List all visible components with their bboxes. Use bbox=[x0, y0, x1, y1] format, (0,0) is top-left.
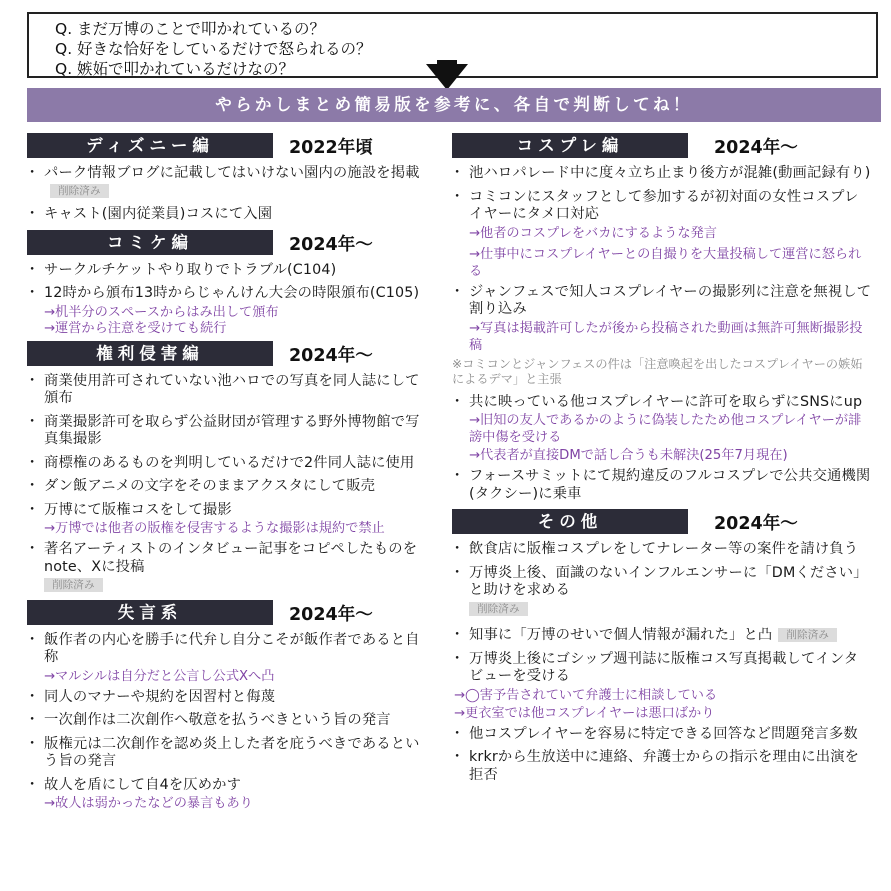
comike-list bbox=[27, 262, 427, 303]
list-item: ・ 万博炎上後にゴシップ週刊誌に版権コス写真掲載してインタビューを受ける bbox=[452, 651, 872, 686]
section-header-other bbox=[452, 509, 872, 537]
list-item: ・ 飯作者の内心を勝手に代弁し自分こそが飯作者であると自称 bbox=[27, 632, 427, 667]
list-item: ・ キャスト(園内従業員)コスにて入園 bbox=[27, 206, 427, 224]
deleted-badge: 削除済み bbox=[778, 628, 837, 642]
list-item: ・ 他コスプレイヤーを容易に特定できる回答など問題発言多数 bbox=[452, 726, 872, 744]
section-header-rights bbox=[27, 341, 427, 369]
question-line: Q. 好きな恰好をしているだけで怒られるの？ bbox=[55, 40, 372, 58]
list-item: ・ フォースサミットにて規約違反のフルコスプレで公共交通機関(タクシー)に乗車 bbox=[452, 468, 872, 503]
section-year: 2024年〜 bbox=[289, 604, 373, 625]
list-item: ・ 12時から頒布13時からじゃんけん大会の時限頒布(C105) bbox=[27, 285, 427, 303]
list-item: ・ 共に映っている他コスプレイヤーに許可を取らずにSNSにup bbox=[452, 394, 872, 412]
list-item: ・ サークルチケットやり取りでトラブル(C104) bbox=[27, 262, 427, 280]
gaffe-list bbox=[27, 632, 427, 667]
footnote: ※コミコンとジャンフェスの件は「注意喚起を出したコスプレイヤーの嫉妬によるデマ」と主張 bbox=[452, 356, 863, 386]
banner: やらかしまとめ簡易版を参考に、各自で判断してね！ bbox=[27, 88, 881, 122]
sub-note: →更衣室では他コスプレイヤーは悪口ばかり bbox=[454, 705, 715, 721]
section-label: ディズニー編 bbox=[27, 133, 273, 158]
list-item: ・ ジャンフェスで知人コスプレイヤーの撮影列に注意を無視して割り込み bbox=[452, 284, 872, 319]
section-header-gaffe bbox=[27, 600, 427, 628]
list-item: ・ コミコンにスタッフとして参加するが初対面の女性コスプレイヤーにタメ口対応 bbox=[452, 189, 872, 224]
sub-note: →旧知の友人であるかのように偽装したため他コスプレイヤーが誹謗中傷を受ける bbox=[469, 413, 862, 445]
disney-list bbox=[27, 165, 427, 224]
sub-note: →運営から注意を受けても続行 bbox=[44, 320, 227, 336]
sub-note: →代表者が直接DMで話し合うも未解決(25年7月現在) bbox=[469, 448, 788, 463]
section-label: 権利侵害編 bbox=[27, 341, 273, 366]
section-label: 失言系 bbox=[27, 600, 273, 625]
list-item: ・ krkrから生放送中に連絡、弁護士からの指示を理由に出演を拒否 bbox=[452, 749, 872, 784]
section-year: 2024年〜 bbox=[289, 345, 373, 366]
section-year: 2024年〜 bbox=[714, 514, 798, 534]
list-item: ・ 一次創作は二次創作へ敬意を払うべきという旨の発言 bbox=[27, 712, 427, 730]
list-item: ・ 商標権のあるものを判明しているだけで2件同人誌に使用 bbox=[27, 455, 427, 473]
list-item: ・ 飲食店に版権コスプレをしてナレーター等の案件を請け負う bbox=[452, 541, 872, 559]
section-year: 2024年〜 bbox=[714, 138, 798, 158]
section-header-comike bbox=[27, 230, 427, 258]
list-item: ・ 商業使用許可されていない池ハロでの写真を同人誌にして頒布 bbox=[27, 373, 427, 408]
question-line: Q. まだ万博のことで叩かれているの？ bbox=[55, 20, 326, 38]
rights-list bbox=[27, 373, 427, 520]
sub-note: →マルシルは自分だと公言し公式Xへ凸 bbox=[44, 668, 275, 684]
down-arrow-icon bbox=[426, 64, 468, 90]
right-column bbox=[452, 133, 872, 790]
sub-note: →故人は弱かったなどの暴言もあり bbox=[44, 796, 253, 811]
sub-note: →万博では他者の版権を侵害するような撮影は規約で禁止 bbox=[44, 521, 385, 536]
sub-note: →◯害予告されていて弁護士に相談している bbox=[454, 687, 718, 703]
list-item: ・ 万博炎上後、面識のないインフルエンサーに「DMください」と助けを求める 削除済み bbox=[452, 565, 872, 618]
list-item: ・ 商業撮影許可を取らず公益財団が管理する野外博物館で写真集撮影 bbox=[27, 414, 427, 449]
sub-note: →他者のコスプレをバカにするような発言 bbox=[469, 225, 717, 241]
sub-note: →仕事中にコスプレイヤーとの自撮りを大量投稿して運営に怒られる bbox=[469, 246, 862, 279]
question-line: Q. 嫉妬で叩かれているだけなの？ bbox=[55, 60, 295, 78]
section-label: その他 bbox=[452, 509, 688, 534]
list-item: ・ ダン飯アニメの文字をそのままアクスタにして販売 bbox=[27, 478, 427, 496]
cosplay-list bbox=[452, 165, 872, 224]
sub-note: →写真は掲載許可したが後から投稿された動画は無許可無断撮影投稿 bbox=[469, 320, 863, 353]
deleted-badge: 削除済み bbox=[44, 578, 103, 592]
section-year: 2022年頃 bbox=[289, 138, 373, 158]
section-header-cosplay bbox=[452, 133, 872, 161]
section-year: 2024年〜 bbox=[289, 234, 373, 255]
section-header-disney bbox=[27, 133, 427, 161]
deleted-badge: 削除済み bbox=[50, 184, 109, 198]
list-item: ・ 著名アーティストのインタビュー記事をコピペしたものをnote、Xに投稿 削除済み bbox=[27, 541, 427, 594]
list-item: ・ 万博にて版権コスをして撮影 bbox=[27, 502, 427, 520]
list-item: ・ 池ハロパレード中に度々立ち止まり後方が混雑(動画記録有り) bbox=[452, 165, 872, 183]
left-column bbox=[27, 133, 427, 816]
other-list bbox=[452, 541, 872, 686]
section-label: コスプレ編 bbox=[452, 133, 688, 158]
list-item: ・ 版権元は二次創作を認め炎上した者を庇うべきであるという旨の発言 bbox=[27, 736, 427, 771]
list-item: ・ パーク情報ブログに記載してはいけない園内の施設を掲載削除済み bbox=[27, 165, 427, 200]
list-item: ・ 知事に「万博のせいで個人情報が漏れた」と凸 削除済み bbox=[452, 627, 872, 645]
section-label: コミケ編 bbox=[27, 230, 273, 255]
list-item: ・ 同人のマナーや規約を因習村と侮蔑 bbox=[27, 689, 427, 707]
sub-note: →机半分のスペースからはみ出して頒布 bbox=[44, 304, 279, 320]
deleted-badge: 削除済み bbox=[469, 602, 528, 616]
list-item: ・ 故人を盾にして自4を仄めかす bbox=[27, 777, 427, 795]
